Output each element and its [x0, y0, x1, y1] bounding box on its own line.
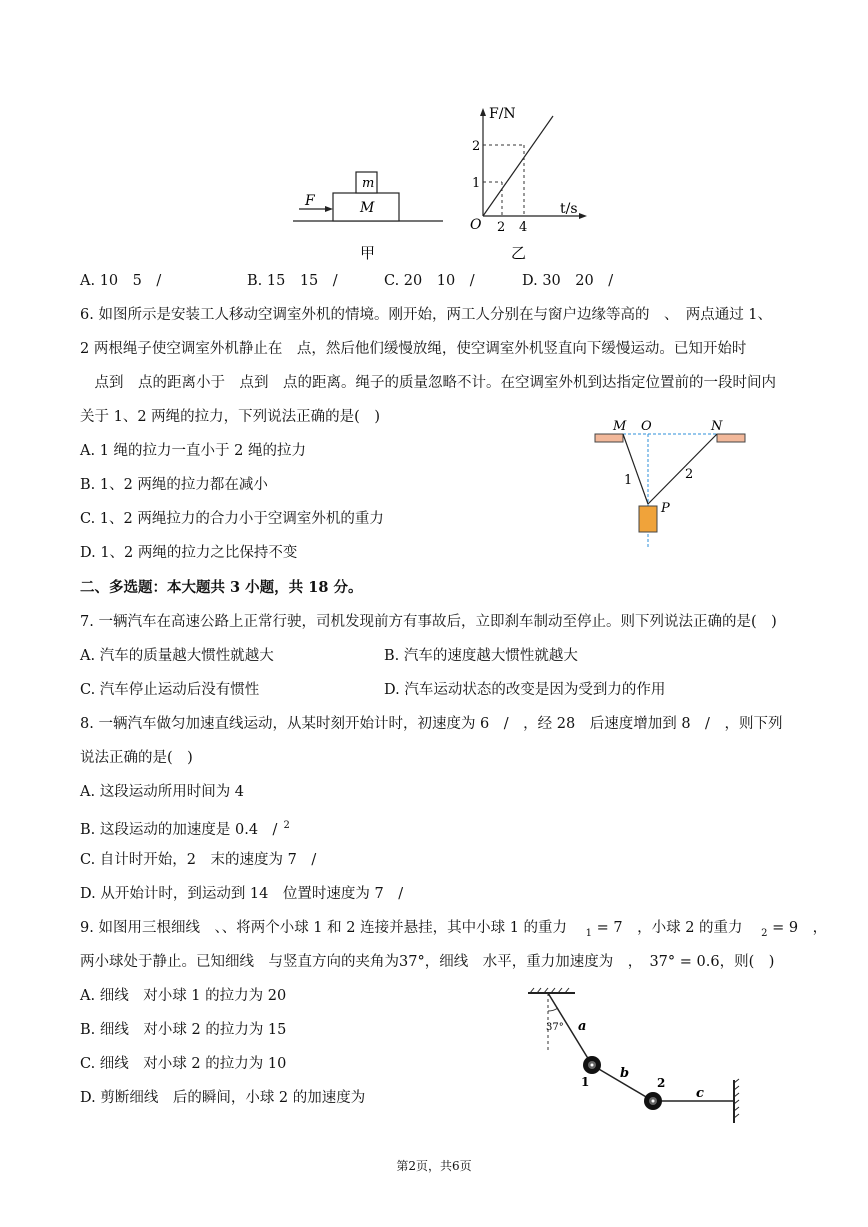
q6-option-c[interactable]: C. 1、2 两绳拉力的合力小于空调室外机的重力 — [80, 511, 384, 527]
q9-stem-line-2: 两小球处于静止。已知细线 与竖直方向的夹角为37°，细线 水平，重力加速度为 ， 37° = 0.6，则( ) — [80, 954, 775, 970]
q8-option-a[interactable]: A. 这段运动所用时间为 4 — [80, 784, 245, 800]
origin-label: O — [470, 217, 482, 233]
rope-2 — [648, 434, 717, 504]
figure-yi — [465, 100, 595, 265]
rope-1 — [623, 434, 648, 504]
label-b: b — [620, 1066, 630, 1081]
label-c: c — [696, 1086, 704, 1101]
figure-jia — [285, 160, 450, 265]
y-tick-2: 2 — [472, 139, 481, 154]
q6-stem-line-3: 点到 点的距离小于 点到 点的距离。绳子的质量忽略不计。在空调室外机到达指定位置前的一段时间内 — [80, 375, 776, 391]
y-axis-label: F/N — [489, 106, 516, 122]
q6-stem-line-2: 2 两根绳子使空调室外机静止在 点，然后他们缓慢放绳，使空调室外机竖直向下缓慢运动。已知开始时 — [80, 341, 747, 357]
q9-option-a[interactable]: A. 细线 对小球 1 的拉力为 20 — [80, 988, 287, 1004]
q8-stem-line-2: 说法正确的是( ) — [80, 750, 193, 766]
label-p: P — [661, 501, 670, 516]
q7-option-a[interactable]: A. 汽车的质量越大惯性就越大 — [80, 648, 274, 664]
figure-q6 — [585, 410, 755, 552]
q8-option-b-text: B. 这段运动的加速度是 0.4 / — [80, 821, 278, 838]
force-label: F — [305, 193, 315, 209]
ac-unit — [639, 506, 657, 532]
q7-option-d[interactable]: D. 汽车运动状态的改变是因为受到力的作用 — [384, 682, 666, 698]
q9-stem-part-c: = 9 ， — [772, 920, 828, 936]
q6-option-b[interactable]: B. 1、2 两绳的拉力都在减小 — [80, 477, 268, 493]
q8-option-c[interactable]: C. 自计时开始，2 末的速度为 7 / — [80, 852, 317, 868]
q9-option-c[interactable]: C. 细线 对小球 2 的拉力为 10 — [80, 1056, 287, 1072]
q9-stem-part-b: = 7 ，小球 2 的重力 — [596, 920, 743, 936]
label-m: M — [613, 419, 627, 434]
label-ball-1: 1 — [581, 1075, 590, 1089]
q8-option-d[interactable]: D. 从开始计时，到运动到 14 位置时速度为 7 / — [80, 886, 404, 902]
q7-stem: 7. 一辆汽车在高速公路上正常行驶，司机发现前方有事故后，立即刹车制动至停止。则下列说法正确的是( ) — [80, 614, 777, 630]
label-a: a — [578, 1019, 587, 1034]
y-tick-1: 1 — [472, 176, 481, 191]
angle-label: 37° — [546, 1022, 564, 1033]
q6-stem-line-1: 6. 如图所示是安装工人移动空调室外机的情境。刚开始，两工人分别在与窗户边缘等高的 、 两点通过 1、 — [80, 307, 773, 323]
caption-yi: 乙 — [511, 244, 527, 262]
label-n: N — [711, 419, 723, 434]
q9-stem-part-a: 9. 如图用三根细线 、、将两个小球 1 和 2 连接并悬挂，其中小球 1 的重力 — [80, 920, 568, 936]
label-rope-1: 1 — [624, 473, 633, 488]
q8-stem-line-1: 8. 一辆汽车做匀加速直线运动，从某时刻开始计时，初速度为 6 / ，经 28 后速度增加到 8 / ，则下列 — [80, 716, 783, 732]
q6-stem-line-4: 关于 1、2 两绳的拉力，下列说法正确的是( ) — [80, 409, 380, 425]
q9-subscript-2: 2 — [761, 927, 768, 939]
x-tick-4: 4 — [519, 220, 528, 235]
block-big-label: M — [360, 200, 375, 216]
x-tick-2: 2 — [497, 220, 506, 235]
figure-q9 — [520, 985, 745, 1130]
q7-option-b[interactable]: B. 汽车的速度越大惯性就越大 — [384, 648, 578, 664]
q9-option-d[interactable]: D. 剪断细线 后的瞬间，小球 2 的加速度为 — [80, 1090, 366, 1106]
q8-option-b-exponent: 2 — [283, 820, 290, 831]
section-multiple-choice-heading: 二、多选题：本大题共 3 小题，共 18 分。 — [80, 579, 363, 596]
q5-option-d[interactable]: D. 30 20 / — [522, 273, 614, 289]
q6-option-a[interactable]: A. 1 绳的拉力一直小于 2 绳的拉力 — [80, 443, 306, 459]
caption-jia: 甲 — [360, 244, 376, 262]
q7-option-c[interactable]: C. 汽车停止运动后没有惯性 — [80, 682, 260, 698]
q9-stem-line-1 — [80, 918, 827, 944]
label-ball-2: 2 — [657, 1076, 666, 1090]
force-time-line — [483, 116, 553, 216]
q9-subscript-1: 1 — [585, 927, 593, 939]
x-axis-label: t/s — [560, 201, 578, 217]
q8-option-b[interactable] — [80, 816, 290, 840]
q5-option-b[interactable]: B. 15 15 / — [247, 273, 338, 289]
label-o: O — [641, 419, 652, 434]
label-rope-2: 2 — [685, 467, 694, 482]
block-small-label: m — [362, 176, 375, 191]
q5-option-a[interactable]: A. 10 5 / — [80, 273, 162, 289]
q5-option-c[interactable]: C. 20 10 / — [384, 273, 475, 289]
q9-option-b[interactable]: B. 细线 对小球 2 的拉力为 15 — [80, 1022, 287, 1038]
page-footer: 第2页，共6页 — [396, 1159, 472, 1173]
q6-option-d[interactable]: D. 1、2 两绳的拉力之比保持不变 — [80, 545, 298, 561]
